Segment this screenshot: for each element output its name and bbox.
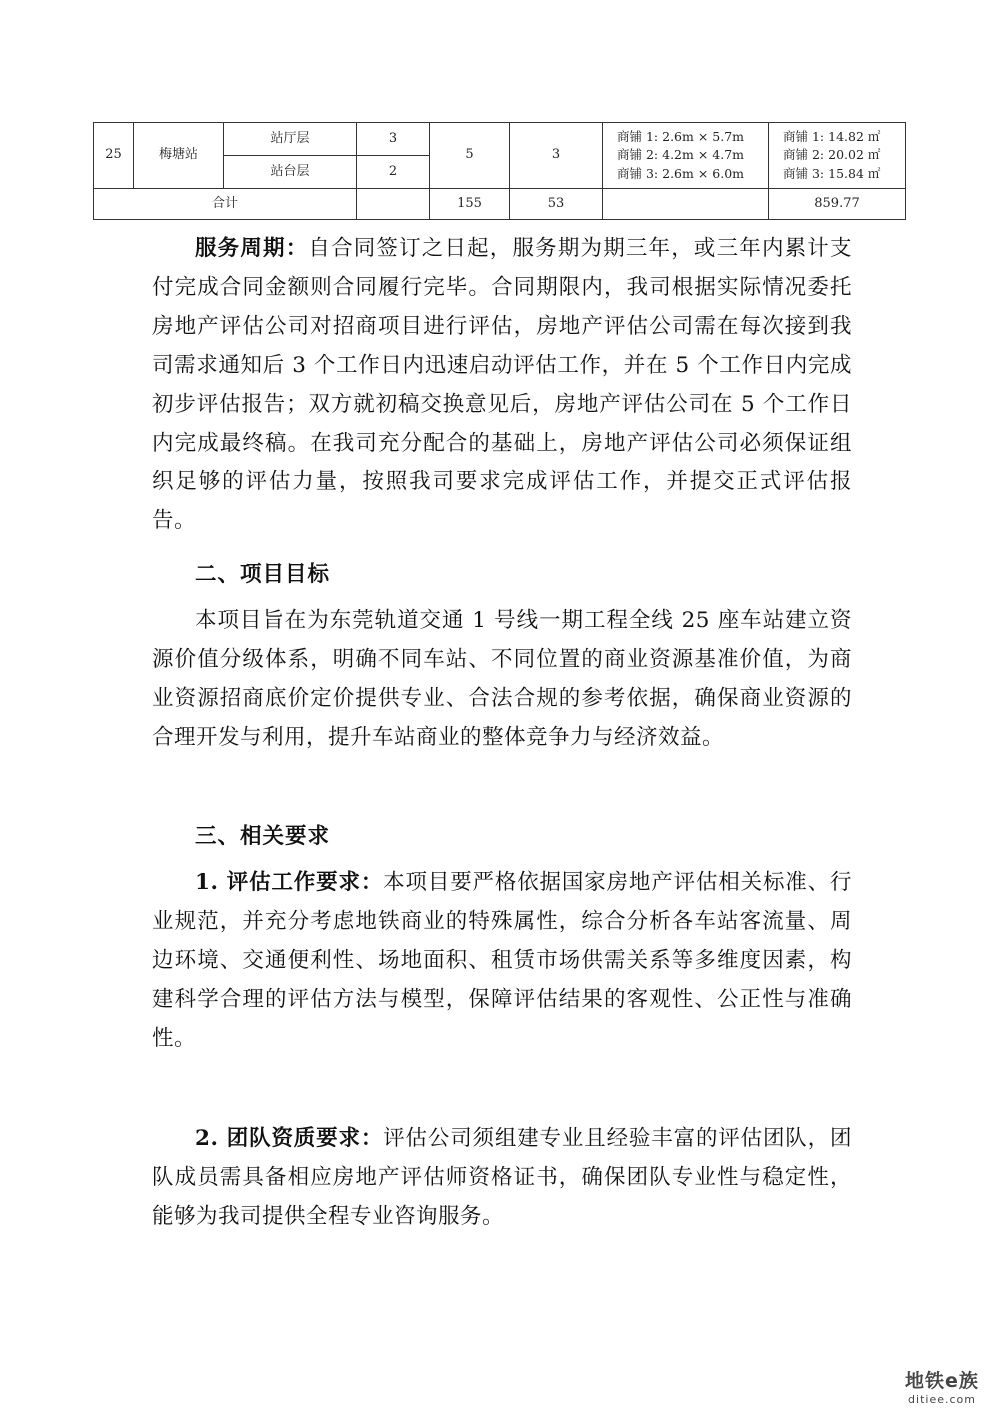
requirement-1-text: 本项目要严格依据国家房地产评估相关标准、行业规范，并充分考虑地铁商业的特殊属性，综合分析各车站客流量、周边环境、交通便利性、场地面积、租赁市场供需关系等多维度因素，构建科学合理的评估方法与模型，保障评估结果的客观性、公正性与准确性。 <box>152 870 852 1051</box>
station-shop-table <box>93 122 906 220</box>
shop-area-line: 商铺 2: 20.02 ㎡ <box>783 147 881 163</box>
total-count-cell: 5 <box>430 123 510 189</box>
site-watermark <box>892 1366 992 1406</box>
requirement-2-label: 2. 团队资质要求： <box>195 1126 384 1151</box>
section-2-heading: 二、项目目标 <box>195 562 331 587</box>
watermark-logo-text: 地铁e族 <box>905 1370 979 1392</box>
row-number-cell: 25 <box>94 123 134 189</box>
total-level-cell <box>357 189 430 220</box>
requirement-1-paragraph <box>152 864 852 1059</box>
service-period-paragraph <box>152 230 852 541</box>
total-shop-cell: 53 <box>510 189 603 220</box>
service-period-text: 自合同签订之日起，服务期为期三年，或三年内累计支付完成合同金额则合同履行完毕。合同期限内，我司根据实际情况委托房地产评估公司对招商项目进行评估，房地产评估公司需在每次接到我司需求通知后 3 个工作日内迅速启动评估工作，并在 5 个工作日内完成初步评估报告；双方就初稿交换意见后，房地产评估公司在 5 个工作日内完成最终稿。在我司充分配合的基础上，房地产评估公司必须保证组织足够的评估力量，按照我司要求完成评估工作，并提交正式评估报告。 <box>152 236 852 534</box>
requirement-2-paragraph <box>152 1120 852 1237</box>
level-name-cell: 站厅层 <box>224 123 357 156</box>
shop-area-line: 商铺 1: 14.82 ㎡ <box>783 129 881 145</box>
station-name-cell: 梅塘站 <box>134 123 224 189</box>
total-area-cell: 859.77 <box>769 189 906 220</box>
service-period-label: 服务周期： <box>195 236 309 261</box>
shop-area-line: 商铺 3: 15.84 ㎡ <box>783 165 881 181</box>
shop-count-cell: 3 <box>510 123 603 189</box>
table-total-row <box>94 189 906 220</box>
level-name-cell: 站台层 <box>224 156 357 189</box>
total-size-cell <box>603 189 769 220</box>
table-row <box>94 123 906 156</box>
requirement-2-text: 评估公司须组建专业且经验丰富的评估团队，团队成员需具备相应房地产评估师资格证书，确保团队专业性与稳定性，能够为我司提供全程专业咨询服务。 <box>152 1126 852 1229</box>
section-3-heading: 三、相关要求 <box>195 824 331 849</box>
shop-size-cell <box>603 123 769 189</box>
shop-area-cell <box>769 123 906 189</box>
section-2-paragraph: 本项目旨在为东莞轨道交通 1 号线一期工程全线 25 座车站建立资源价值分级体系，明确不同车站、不同位置的商业资源基准价值，为商业资源招商底价定价提供专业、合法合规的参考依据，确保商业资源的合理开发与利用，提升车站商业的整体竞争力与经济效益。 <box>152 608 852 750</box>
level-count-cell: 2 <box>357 156 430 189</box>
shop-size-line: 商铺 3: 2.6m × 6.0m <box>617 165 744 181</box>
shop-size-line: 商铺 2: 4.2m × 4.7m <box>617 147 744 163</box>
requirement-1-label: 1. 评估工作要求： <box>195 870 384 895</box>
shop-size-line: 商铺 1: 2.6m × 5.7m <box>617 129 744 145</box>
watermark-domain: ditiee.com <box>908 1393 976 1406</box>
total-count-cell: 155 <box>430 189 510 220</box>
level-count-cell: 3 <box>357 123 430 156</box>
total-label-cell: 合计 <box>94 189 357 220</box>
